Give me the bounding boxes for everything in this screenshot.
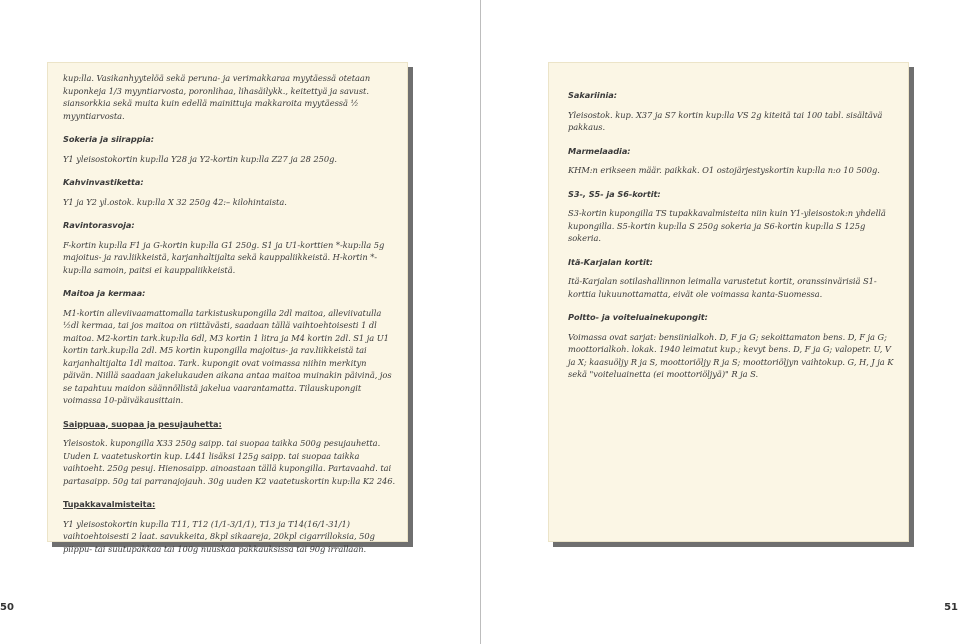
section-text: F-kortin kup:lla F1 ja G-kortin kup:lla G1 250g. S1 ja U1-korttien *-kup:lla 5g majoitus- ja rav.liikkeistä, karjanhaltijalta sekä kauppaliikkeistä. H-kortin *-kup:lla samoin, paitsi ei kauppaliikkeistä. — [63, 239, 385, 275]
section-text: M1-kortin alleviivaamattomalla tarkistuskupongilla 2dl maitoa, alleviivatulla ½dl kermaa, tai jos maitoa on riittävästi, saadaan tällä vaihtoehtoisesti 1 dl maitoa. M2-kortin tark.kup:lla 6dl, M3 kortin 1 litra ja M4 kortin 2dl. S1 ja U1 kortin tark.kup:lla 2dl. M5 kortin kupongilla majoitus- ja rav.liikkeistä tai karjanhaltijalta 1dl maitoa. Tark. kupongit ovat voimassa niihin merkityn päivän. Niillä saadaan jakelukauden aikana antaa maitoa muinakin päivinä, jos se tapahtuu maidon säännöllistä jakelua vaarantamatta. Tilauskupongit voimassa 10-päiväkausittain. — [63, 307, 392, 405]
intro-paragraph: kup:lla. Vasikanhyytelöä sekä peruna- ja verimakkaraa myytäessä otetaan kuponkeja 1/3 myyntiarvosta, poronlihaa, lihasäilykk., keitettyä ja savust. siansorkkia sekä muita kuin edellä mainittuja makkaroita myytäessä ½ myyntiarvosta. — [63, 73, 371, 121]
section-text: S3-kortin kupongilla TS tupakkavalmisteita niin kuin Y1-yleisostok:n yhdellä kupongilla. S5-kortin kup:lla S 250g sokeria ja S6-kortin kup:lla S 125g sokeria. — [568, 208, 886, 243]
section-text: Voimassa ovat sarjat: bensiinialkoh. D, F ja G; sekoittamaton bens. D, F ja G; moottorialkoh. lokak. 1940 leimatut kup.; kevyt bens. D, F ja G; valopetr. U, V ja X; kaasuöljy R ja S, moottoriöljy R ja S; moottoriöljyn vaihtokup. G, H, J ja K sekä "voiteluainetta (ei moottoriöljyä)" R ja S. — [568, 331, 894, 379]
section-heading: Marmelaadia: — [568, 145, 631, 156]
section-heading: Sakariinia: — [568, 90, 617, 100]
section-text: Yleisostok. kup. X37 ja S7 kortin kup:lla VS 2g kiteitä tai 100 tabl. sisältävä pakkaus. — [568, 109, 883, 132]
section-text: Y1 yleisostokortin kup:lla T11, T12 (1/1-3/1/1), T13 ja T14(16/1-31/1) vaihtoehtoisesti 2 laat. savukkeita, 8kpl sikaareja, 20kpl cigarrilloksia, 50g piippu- tai suutupakkaa tai 100g nuuskaa pakkauksissa tai 90g irrallaan. — [63, 518, 375, 554]
section-heading: Sokeria ja siirappia: — [63, 134, 154, 144]
section-heading: Poltto- ja voiteluainekupongit: — [568, 312, 708, 322]
section-heading: Itä-Karjalan kortit: — [568, 256, 653, 267]
section-heading: Maitoa ja kermaa: — [63, 288, 146, 298]
section-tobacco — [63, 498, 397, 555]
section-text: Yleisostok. kupongilla X33 250g saipp. tai suopaa taikka 500g pesujauhetta. Uuden L vaatetuskortin kup. L441 lisäksi 125g saipp. tai suopaa taikka vaihtoeht. 250g pesuj. Hienosaipp. ainoastaan tällä kupongilla. Partavaahd. tai partasaipp. 50g tai parranajojauh. 30g uuden K2 vaatetuskortin kup:lla K2 246. — [63, 438, 396, 486]
right-page-text-column — [568, 89, 898, 392]
section-text: KHM:n erikseen määr. paikkak. O1 ostojärjestyskortin kup:lla n:o 10 500g. — [568, 165, 880, 175]
page-spread-divider — [480, 0, 481, 644]
section-east-karelia-cards — [568, 256, 898, 301]
section-fats — [63, 219, 397, 276]
section-heading: Saippuaa, suopaa ja pesujauhetta: — [63, 418, 222, 429]
section-text: Itä-Karjalan sotilashallinnon leimalla varustetut kortit, oranssinvärisiä S1-korttia lukuunottamatta, eivät ole voimassa kanta-Suomessa. — [568, 276, 877, 299]
section-heading: Ravintorasvoja: — [63, 220, 135, 230]
section-milk-cream — [63, 287, 397, 407]
page-number-left: 50 — [0, 602, 14, 613]
section-soap — [63, 418, 397, 488]
section-fuel-coupons — [568, 311, 898, 381]
section-sugar — [63, 133, 397, 165]
section-marmalade — [568, 145, 898, 177]
page-number-right: 51 — [944, 602, 958, 613]
section-coffee-substitute — [63, 176, 397, 208]
section-s-cards — [568, 188, 898, 245]
section-text: Y1 yleisostokortin kup:lla Y28 ja Y2-kortin kup:lla Z27 ja 28 250g. — [63, 153, 337, 164]
section-heading: Tupakkavalmisteita: — [63, 499, 156, 509]
left-page-text-column — [63, 72, 397, 566]
section-saccharin — [568, 89, 898, 134]
section-heading: Kahvinvastiketta: — [63, 177, 144, 187]
section-text: Y1 ja Y2 yl.ostok. kup:lla X 32 250g 42:– kilohintaista. — [63, 196, 287, 207]
section-heading: S3-, S5- ja S6-kortit: — [568, 188, 661, 199]
